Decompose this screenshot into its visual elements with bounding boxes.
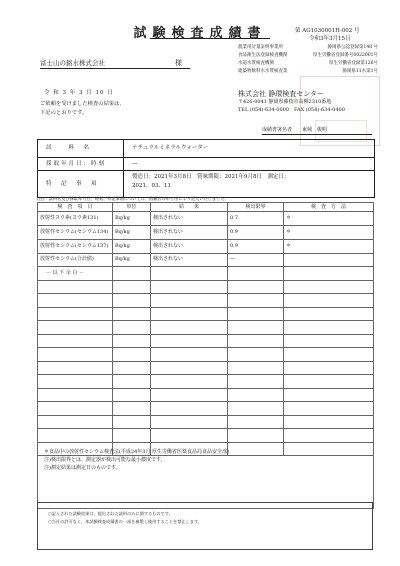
document-number-block (295, 27, 360, 43)
sample-note: (注) 試料名及び採取年月日、時刻、特記事項については、依頼者の申し出により記入いたしました。 (37, 196, 229, 201)
results-header-row (38, 203, 374, 212)
issuer-tel: TEL (054)-634-0000 FAX (054)-634-0400 (238, 107, 345, 114)
issuer-block (238, 90, 345, 115)
sample-name-row: 試 料 名 ナチュラルミネラルウォーター (38, 140, 374, 158)
issuer-name: 株式会社 静環検査センター (238, 90, 324, 98)
table-row (38, 429, 374, 443)
table-row: 放射性セシウム(セシウム137) Bq/kg 検出されない 0.9 ＊ (38, 239, 374, 253)
table-row (38, 388, 374, 402)
registration-item: 水道水質検査機関 厚生労働省登録第126号 (238, 61, 378, 67)
table-row: 放射性ヨウ素(ヨウ素131) Bq/kg 検出されない 0.7 ＊ (38, 212, 374, 226)
table-row (38, 361, 374, 375)
method-notes: ＊食品中の放射性セシウム検査法(平成24年3月 厚生労働省医薬食品局食品安全部) 注)検出限界とは、測定器が検出可能な最小濃度です。 注)測定結果は測定日のものです。 (44, 449, 229, 471)
table-row (38, 321, 374, 335)
table-row (38, 294, 374, 308)
footer-disclaimer: ○記入された試験結果は、提出された試料のみに関するものです。 ○当社の許可なく、本試験検査成績書の一部を複製し使用することを禁止します。 (37, 502, 373, 550)
table-row (38, 375, 374, 389)
table-row (38, 280, 374, 294)
header-result: 結 果 (151, 203, 228, 212)
table-row: 放射性セシウム(セシウム134) Bq/kg 検出されない 0.9 ＊ (38, 225, 374, 239)
signer-underline (262, 134, 372, 135)
document-title: 試験検査成績書 (133, 26, 267, 41)
registration-item: 建築物飲料水水質検査業 静岡県11水第1号 (238, 69, 378, 75)
table-row (38, 415, 374, 429)
registration-item: 農業用計量証明事業所 静岡県公認登録第148 号 (238, 45, 378, 50)
sample-info-table (37, 139, 375, 198)
client-name: 富士山の銘水株式会社 (40, 59, 105, 67)
client-underline (40, 68, 190, 69)
client-honorific: 様 (175, 59, 182, 67)
table-row: 放射性セシウム(合計値) Bq/kg 検出されない ― (38, 253, 374, 267)
issue-date: 令 和 3 年 3 月 10 日 (44, 90, 114, 96)
registration-list (238, 44, 378, 76)
header-method: 検 査 方 法 (284, 203, 374, 212)
title-underline (150, 38, 270, 39)
header-unit: 単位 (113, 203, 151, 212)
remarks-row: 特 記 事 項 製造日：2021年3月8日 賞味期限：2021年9月8日 測定日：2021．03．11 (38, 171, 374, 197)
document-date: 令和3年3月15日 (309, 36, 351, 42)
header-item: 検 査 項 目 (38, 203, 113, 212)
issuer-address: 〒426-0041 静岡県藤枝市高柳2310番地 (238, 99, 332, 106)
table-row (38, 307, 374, 321)
table-row: － 以 下 余 白 － (38, 267, 374, 281)
table-row (38, 402, 374, 416)
table-row (38, 334, 374, 348)
intro-text: ご依頼を受けました検査の結果は、 下記のとおりです。 (40, 101, 125, 116)
signer: 成績書署名者 東城 俊明 (262, 127, 328, 133)
sampling-date-row: 採取年月日：時刻 ― (38, 158, 374, 171)
document-number: 第 AG1030001H-002 号 (295, 28, 360, 34)
table-row (38, 348, 374, 362)
header-limit: 検出限界 (228, 203, 284, 212)
registration-item: 食品衛生法登録検査機関 厚生労働省登録番号0022001号 (238, 53, 378, 59)
